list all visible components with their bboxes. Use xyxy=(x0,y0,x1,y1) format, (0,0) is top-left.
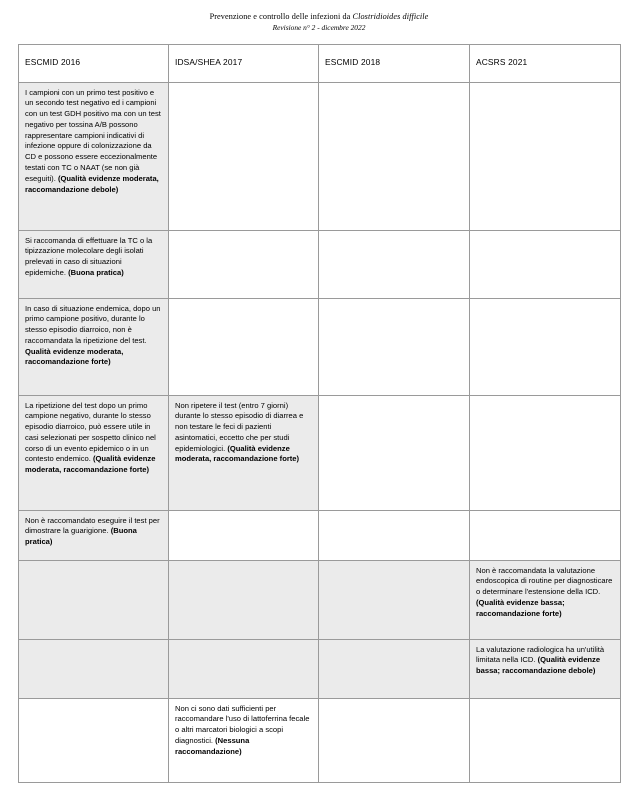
table-row xyxy=(19,698,621,782)
table-cell xyxy=(169,230,319,298)
document-title xyxy=(18,12,620,22)
table-row xyxy=(19,560,621,639)
table-cell xyxy=(470,698,621,782)
table-cell xyxy=(470,82,621,230)
table-cell xyxy=(470,639,621,698)
document-title-italic: Clostridioides difficile xyxy=(352,12,429,21)
table-cell xyxy=(169,639,319,698)
column-header-idsa-shea-2017: IDSA/SHEA 2017 xyxy=(169,44,319,82)
table-cell xyxy=(470,560,621,639)
guidelines-comparison-table xyxy=(18,44,621,783)
table-header-row xyxy=(19,44,621,82)
document-title-plain: Prevenzione e controllo delle infezioni da xyxy=(209,12,353,21)
table-cell xyxy=(169,698,319,782)
cell-text: Non ripetere il test (entro 7 giorni) durante lo stesso episodio di diarrea e non testare le feci di pazienti asintomatici, eccetto che per studi epidemiologici. (Qualità evidenze moderata, raccomandazione forte) xyxy=(175,400,304,464)
table-cell xyxy=(319,510,470,560)
table-cell xyxy=(319,82,470,230)
table-cell xyxy=(19,230,169,298)
table-cell xyxy=(169,82,319,230)
table-cell xyxy=(319,560,470,639)
table-cell xyxy=(19,395,169,510)
table-cell xyxy=(470,510,621,560)
cell-text: La ripetizione del test dopo un primo campione negativo, durante lo stesso episodio diarroico, può essere utile in casi selezionati per sospetto clinico nel corso di un evento epidemico o in un contesto endemico. (Qualità evidenze moderata, raccomandazione forte) xyxy=(25,400,156,475)
table-cell xyxy=(169,560,319,639)
table-cell xyxy=(169,298,319,395)
table-cell xyxy=(319,395,470,510)
document-revision: Revisione n° 2 - dicembre 2022 xyxy=(272,23,366,33)
table-cell xyxy=(470,230,621,298)
table-cell xyxy=(169,510,319,560)
table-cell xyxy=(19,698,169,782)
table-row xyxy=(19,395,621,510)
table-row xyxy=(19,639,621,698)
cell-text: Non ci sono dati sufficienti per raccomandare l'uso di lattoferrina fecale o altri marcatori biologici a scopi diagnostici. (Nessuna raccomandazione) xyxy=(175,703,310,756)
cell-text: I campioni con un primo test positivo e un secondo test negativo ed i campioni con un test GDH positivo ma con un test negativo per tossina A/B possono rappresentare campioni indicativi di infezione oppure di colonizzazione da CD e possono essere eccezionalmente testati con TC o NAAT (se non già eseguiti). (Qualità evidenze moderata, raccomandazione debole) xyxy=(25,87,161,194)
table-row xyxy=(19,298,621,395)
table-cell xyxy=(319,298,470,395)
table-cell xyxy=(169,395,319,510)
table-cell xyxy=(470,395,621,510)
cell-text: Si raccomanda di effettuare la TC o la tipizzazione molecolare degli isolati prelevati in caso di situazioni epidemiche. (Buona pratica) xyxy=(25,235,153,277)
column-header-escmid-2016: ESCMID 2016 xyxy=(19,44,169,82)
table-cell xyxy=(470,298,621,395)
table-body xyxy=(19,82,621,782)
table-cell xyxy=(19,560,169,639)
table-cell xyxy=(19,510,169,560)
table-cell xyxy=(319,230,470,298)
table-cell xyxy=(19,82,169,230)
table-cell xyxy=(319,698,470,782)
table-row xyxy=(19,82,621,230)
cell-text: La valutazione radiologica ha un'utilità limitata nella ICD. (Qualità evidenze bassa; raccomandazione debole) xyxy=(476,644,605,676)
column-header-escmid-2018: ESCMID 2018 xyxy=(319,44,470,82)
document-header xyxy=(18,12,620,33)
table-cell xyxy=(19,639,169,698)
cell-text: Non è raccomandato eseguire il test per dimostrare la guarigione. (Buona pratica) xyxy=(25,515,160,547)
table-row xyxy=(19,230,621,298)
cell-text: Non è raccomandata la valutazione endoscopica di routine per diagnosticare o determinare l'estensione della ICD. (Qualità evidenze bassa; raccomandazione forte) xyxy=(476,565,613,618)
table-row xyxy=(19,510,621,560)
cell-text: In caso di situazione endemica, dopo un primo campione positivo, durante lo stesso episodio diarroico, non è raccomandata la ripetizione del test. Qualità evidenze moderata, raccomandazione forte) xyxy=(25,303,161,367)
table-cell xyxy=(19,298,169,395)
table-cell xyxy=(319,639,470,698)
column-header-acsrs-2021: ACSRS 2021 xyxy=(470,44,621,82)
